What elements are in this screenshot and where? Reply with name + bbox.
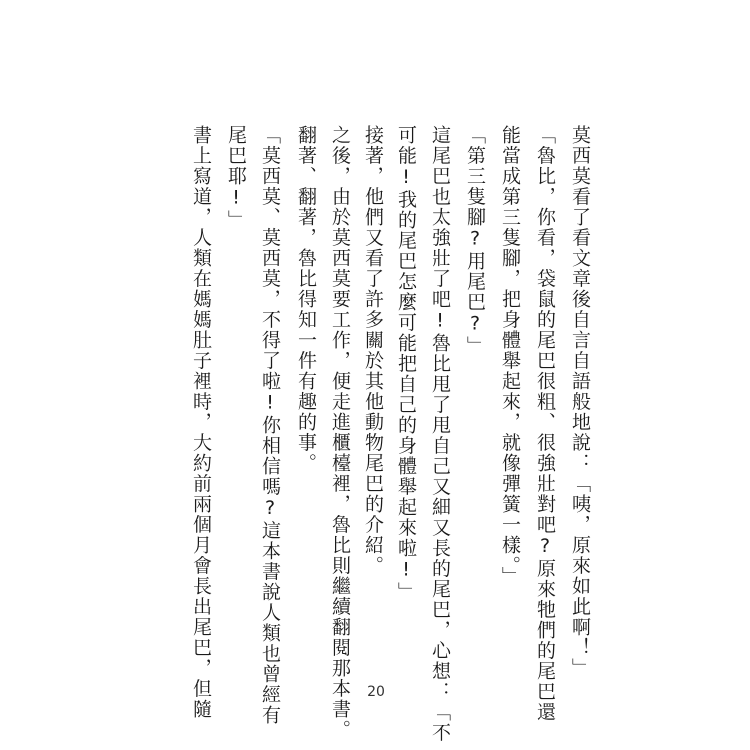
text-column-4: 「第三隻腳?用尾巴?」 xyxy=(464,125,486,357)
text-column-7: 接著，他們又看了許多關於其他動物尾巴的介紹。 xyxy=(362,125,384,576)
text-column-1: 莫西莫看了看文章後自言自語般地說：「咦，原來如此啊！」 xyxy=(569,125,591,679)
page-number: 20 xyxy=(367,684,385,700)
text-column-6: 可能!我的尾巴怎麼可能把自己的身體舉起來啦!」 xyxy=(395,125,417,603)
text-column-12: 書上寫道，人類在媽媽肚子裡時，大約前兩個月會長出尾巴，但隨 xyxy=(190,125,212,720)
text-column-2: 「魯比，你看，袋鼠的尾巴很粗、很強壯對吧?原來牠們的尾巴還 xyxy=(534,125,556,723)
text-column-8: 之後，由於莫西莫要工作，便走進櫃檯裡，魯比則繼續翻閱那本書。 xyxy=(329,125,351,740)
text-column-10: 「莫西莫、莫西莫，不得了啦!你相信嗎?這本書說人類也曾經有 xyxy=(259,125,281,726)
text-column-9: 翻著、翻著，魯比得知一件有趣的事。 xyxy=(295,125,317,474)
text-column-5: 這尾巴也太強壯了吧!魯比甩了甩自己又細又長的尾巴，心想：「不 xyxy=(429,125,451,743)
text-column-11: 尾巴耶!」 xyxy=(225,125,247,231)
text-column-3: 能當成第三隻腳，把身體舉起來，就像彈簧一樣。」 xyxy=(499,125,521,587)
